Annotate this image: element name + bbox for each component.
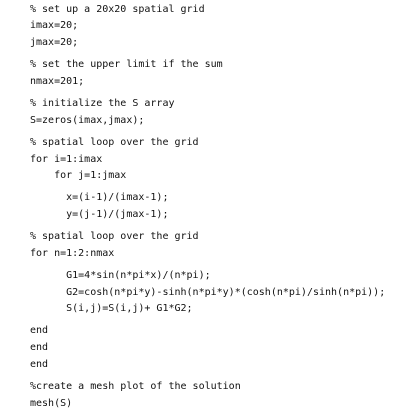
code-line: S=zeros(imax,jmax); xyxy=(30,115,145,126)
code-line: % set up a 20x20 spatial grid xyxy=(30,4,205,15)
code-line: y=(j-1)/(jmax-1); xyxy=(30,209,169,220)
code-line: end xyxy=(30,325,49,336)
code-line: end xyxy=(30,359,49,370)
code-line: % spatial loop over the grid xyxy=(30,137,199,148)
code-line: x=(i-1)/(imax-1); xyxy=(30,192,169,203)
code-line: end xyxy=(30,342,49,353)
code-line: nmax=201; xyxy=(30,76,85,87)
code-line: G2=cosh(n*pi*y)-sinh(n*pi*y)*(cosh(n*pi)/sinh(n*pi)); xyxy=(30,287,386,298)
code-line: %create a mesh plot of the solution xyxy=(30,381,241,392)
code-line: % initialize the S array xyxy=(30,98,175,109)
code-line: S(i,j)=S(i,j)+ G1*G2; xyxy=(30,303,193,314)
code-line: for n=1:2:nmax xyxy=(30,248,115,259)
code-line: for i=1:imax xyxy=(30,154,103,165)
code-line: for j=1:jmax xyxy=(30,170,127,181)
code-line: % spatial loop over the grid xyxy=(30,231,199,242)
code-line: jmax=20; xyxy=(30,37,79,48)
code-line: mesh(S) xyxy=(30,398,73,409)
code-line: % set the upper limit if the sum xyxy=(30,59,223,70)
code-line: G1=4*sin(n*pi*x)/(n*pi); xyxy=(30,270,211,281)
code-line: imax=20; xyxy=(30,20,79,31)
